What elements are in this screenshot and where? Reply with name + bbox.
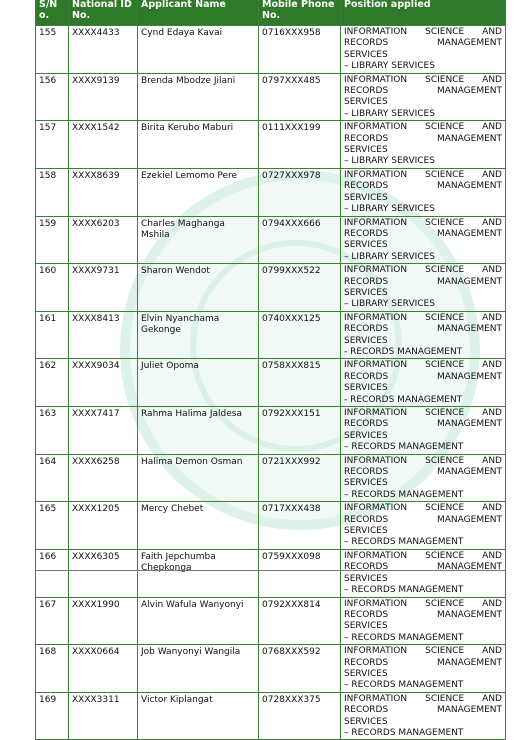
position-word: INFORMATION <box>344 122 408 133</box>
position-word: INFORMATION <box>344 27 408 37</box>
cell-sn: 161 <box>36 311 69 359</box>
position-word: INFORMATION <box>344 217 408 228</box>
position-word: AND <box>482 360 502 371</box>
table-row <box>36 359 506 407</box>
position-word: INFORMATION <box>344 503 408 514</box>
position-line-2: RECORDS MANAGEMENT SERVICES <box>344 276 502 298</box>
table-row <box>36 168 506 216</box>
position-word: INFORMATION <box>344 169 408 180</box>
position-line-2: RECORDS MANAGEMENT SERVICES <box>344 419 502 441</box>
position-line-3: – LIBRARY SERVICES <box>344 299 435 310</box>
cell-national-id: XXXX7417 <box>69 407 138 455</box>
position-line-2: RECORDS MANAGEMENT SERVICES <box>344 38 502 60</box>
position-line-1 <box>344 599 502 610</box>
position-line-1 <box>344 27 502 38</box>
table-row <box>36 692 506 740</box>
position-word: INFORMATION <box>344 312 408 323</box>
position-line-3: – RECORDS MANAGEMENT <box>344 632 464 643</box>
position-line-3: – LIBRARY SERVICES <box>344 251 435 262</box>
position-word: AND <box>482 455 502 466</box>
position-line-3: – RECORDS MANAGEMENT <box>344 680 464 691</box>
cell-national-id: XXXX8413 <box>69 311 138 359</box>
position-line-3: – RECORDS MANAGEMENT <box>344 585 464 596</box>
table-row <box>36 645 506 693</box>
header-sn: S/N o. <box>36 0 69 26</box>
position-word: AND <box>482 217 502 228</box>
position-word: SCIENCE <box>425 360 465 371</box>
position-word: SCIENCE <box>425 503 465 514</box>
cell-mobile-phone: 0721XXX992 <box>259 454 341 502</box>
position-line-2: RECORDS MANAGEMENT SERVICES <box>344 86 502 108</box>
position-line-1 <box>344 456 502 467</box>
cell-applicant-name: Juliet Opoma <box>138 359 259 407</box>
cell-position-applied <box>341 73 506 121</box>
cell-mobile-phone: 0768XXX592 <box>259 645 341 693</box>
position-word: AND <box>482 503 502 514</box>
cell-sn: 162 <box>36 359 69 407</box>
position-line-2: RECORDS MANAGEMENT SERVICES <box>344 324 502 346</box>
position-word: INFORMATION <box>344 598 408 609</box>
cell-position-applied <box>341 168 506 216</box>
position-word: AND <box>482 169 502 180</box>
cell-sn: 165 <box>36 502 69 550</box>
cell-mobile-phone: 0759XXX098 <box>259 549 341 597</box>
table-row <box>36 502 506 550</box>
cell-position-applied <box>341 407 506 455</box>
position-word: SCIENCE <box>425 169 465 180</box>
position-line-2: RECORDS MANAGEMENT SERVICES <box>344 562 502 584</box>
cell-applicant-name: Cynd Edaya Kavai <box>138 26 259 74</box>
cell-position-applied <box>341 692 506 740</box>
cell-position-applied <box>341 645 506 693</box>
position-line-1 <box>344 218 502 229</box>
header-mobile-phone: Mobile Phone No. <box>259 0 341 26</box>
cell-sn: 168 <box>36 645 69 693</box>
position-line-2: RECORDS MANAGEMENT SERVICES <box>344 514 502 537</box>
cell-position-applied <box>341 216 506 264</box>
position-word: AND <box>482 27 502 37</box>
position-word: SCIENCE <box>425 312 465 323</box>
cell-mobile-phone: 0792XXX814 <box>259 597 341 645</box>
position-word: AND <box>482 408 502 418</box>
position-line-2: RECORDS MANAGEMENT SERVICES <box>344 467 502 489</box>
position-line-2: RECORDS MANAGEMENT SERVICES <box>344 371 502 394</box>
cell-sn: 167 <box>36 597 69 645</box>
position-word: SCIENCE <box>425 408 465 418</box>
position-line-1 <box>344 360 502 371</box>
cell-applicant-name: Charles Maghanga Mshila <box>138 216 259 264</box>
position-line-3: – RECORDS MANAGEMENT <box>344 442 464 453</box>
cell-national-id: XXXX9034 <box>69 359 138 407</box>
position-line-1 <box>344 551 502 562</box>
cell-mobile-phone: 0758XXX815 <box>259 359 341 407</box>
position-line-1 <box>344 265 502 276</box>
position-word: SCIENCE <box>425 455 465 466</box>
position-line-3: - RECORDS MANAGEMENT <box>344 346 463 357</box>
position-word: INFORMATION <box>344 360 408 371</box>
cell-applicant-name: Rahma Halima Jaldesa <box>138 407 259 455</box>
position-line-2: RECORDS MANAGEMENT SERVICES <box>344 133 502 156</box>
position-line-3: – LIBRARY SERVICES <box>344 61 435 72</box>
position-word: INFORMATION <box>344 646 408 657</box>
position-word: AND <box>482 693 502 704</box>
cell-sn: 160 <box>36 264 69 312</box>
position-word: INFORMATION <box>344 265 408 276</box>
cell-mobile-phone: 0717XXX438 <box>259 502 341 550</box>
table-row <box>36 264 506 312</box>
position-line-1 <box>344 694 502 705</box>
cell-national-id: XXXX9139 <box>69 73 138 121</box>
cell-sn: 156 <box>36 73 69 121</box>
cell-mobile-phone: 0740XXX125 <box>259 311 341 359</box>
position-word: SCIENCE <box>425 693 465 704</box>
position-word: AND <box>482 74 502 85</box>
cell-sn: 164 <box>36 454 69 502</box>
cell-position-applied <box>341 311 506 359</box>
position-word: AND <box>482 646 502 657</box>
position-word: SCIENCE <box>425 74 465 85</box>
cell-mobile-phone: 0797XXX485 <box>259 73 341 121</box>
cell-applicant-name: Elvin Nyanchama Gekonge <box>138 311 259 359</box>
header-applicant-name: Applicant Name <box>138 0 259 26</box>
cell-mobile-phone: 0727XXX978 <box>259 168 341 216</box>
header-national-id: National ID No. <box>69 0 138 26</box>
table-row <box>36 311 506 359</box>
position-word: INFORMATION <box>344 408 408 418</box>
position-word: AND <box>482 312 502 323</box>
cell-position-applied <box>341 264 506 312</box>
table-row <box>36 121 506 169</box>
position-line-1 <box>344 75 502 86</box>
position-line-3: - RECORDS MANAGEMENT <box>344 394 463 405</box>
cell-applicant-name: Victor Kiplangat <box>138 692 259 740</box>
position-word: SCIENCE <box>425 646 465 657</box>
cell-applicant-name: Birita Kerubo Maburi <box>138 121 259 169</box>
cell-sn: 169 <box>36 692 69 740</box>
position-word: AND <box>482 265 502 276</box>
table-row <box>36 549 506 597</box>
position-line-2: RECORDS MANAGEMENT SERVICES <box>344 657 502 679</box>
table-row <box>36 597 506 645</box>
table-row <box>36 407 506 455</box>
position-word: SCIENCE <box>425 27 465 37</box>
cell-applicant-name: Faith Jepchumba Chepkonga <box>138 549 259 597</box>
position-line-3: – LIBRARY SERVICES <box>344 204 435 215</box>
cell-national-id: XXXX0664 <box>69 645 138 693</box>
applicants-table <box>35 0 506 740</box>
cell-applicant-name: Ezekiel Lemomo Pere <box>138 168 259 216</box>
position-line-3: – LIBRARY SERVICES <box>344 108 435 119</box>
position-line-2: RECORDS MANAGEMENT SERVICES <box>344 181 502 203</box>
cell-national-id: XXXX9731 <box>69 264 138 312</box>
position-line-1 <box>344 646 502 657</box>
table-row <box>36 73 506 121</box>
position-line-1 <box>344 313 502 324</box>
cell-national-id: XXXX3311 <box>69 692 138 740</box>
cell-sn: 158 <box>36 168 69 216</box>
cell-national-id: XXXX1205 <box>69 502 138 550</box>
position-word: AND <box>482 598 502 609</box>
position-line-2: RECORDS MANAGEMENT SERVICES <box>344 705 502 727</box>
cell-mobile-phone: 0728XXX375 <box>259 692 341 740</box>
cell-applicant-name: Job Wanyonyi Wangila <box>138 645 259 693</box>
table-body <box>36 26 506 740</box>
position-word: SCIENCE <box>425 265 465 276</box>
table-row <box>36 454 506 502</box>
cell-sn: 157 <box>36 121 69 169</box>
position-word: INFORMATION <box>344 693 408 704</box>
page-bottom-rule <box>35 570 505 571</box>
position-line-2: RECORDS MANAGEMENT SERVICES <box>344 609 502 632</box>
cell-applicant-name: Alvin Wafula Wanyonyi <box>138 597 259 645</box>
cell-sn: 155 <box>36 26 69 74</box>
cell-mobile-phone: 0111XXX199 <box>259 121 341 169</box>
cell-applicant-name: Sharon Wendot <box>138 264 259 312</box>
position-word: AND <box>482 122 502 133</box>
position-word: SCIENCE <box>425 217 465 228</box>
position-line-1 <box>344 122 502 133</box>
position-line-2: RECORDS MANAGEMENT SERVICES <box>344 228 502 251</box>
position-word: AND <box>482 550 502 561</box>
cell-sn: 166 <box>36 549 69 597</box>
position-line-3: – RECORDS MANAGEMENT <box>344 489 464 500</box>
position-word: INFORMATION <box>344 455 408 466</box>
position-word: INFORMATION <box>344 550 408 561</box>
cell-mobile-phone: 0799XXX522 <box>259 264 341 312</box>
position-line-3: – RECORDS MANAGEMENT <box>344 727 464 738</box>
cell-national-id: XXXX6203 <box>69 216 138 264</box>
cell-mobile-phone: 0716XXX958 <box>259 26 341 74</box>
cell-position-applied <box>341 359 506 407</box>
cell-national-id: XXXX6305 <box>69 549 138 597</box>
cell-applicant-name: Brenda Mbodze Jilani <box>138 73 259 121</box>
cell-position-applied <box>341 549 506 597</box>
table-row <box>36 216 506 264</box>
cell-position-applied <box>341 26 506 74</box>
cell-national-id: XXXX6258 <box>69 454 138 502</box>
cell-national-id: XXXX4433 <box>69 26 138 74</box>
cell-national-id: XXXX1542 <box>69 121 138 169</box>
cell-sn: 159 <box>36 216 69 264</box>
position-word: SCIENCE <box>425 550 465 561</box>
header-position-applied: Position applied <box>341 0 506 26</box>
cell-applicant-name: Mercy Chebet <box>138 502 259 550</box>
cell-position-applied <box>341 121 506 169</box>
cell-applicant-name: Halima Demon Osman <box>138 454 259 502</box>
cell-position-applied <box>341 454 506 502</box>
position-line-1 <box>344 170 502 181</box>
position-word: SCIENCE <box>425 122 465 133</box>
position-line-3: – RECORDS MANAGEMENT <box>344 537 464 548</box>
position-word: SCIENCE <box>425 598 465 609</box>
table-header-row <box>36 0 506 26</box>
cell-position-applied <box>341 502 506 550</box>
cell-national-id: XXXX1990 <box>69 597 138 645</box>
cell-mobile-phone: 0794XXX666 <box>259 216 341 264</box>
position-line-1 <box>344 408 502 419</box>
position-line-1 <box>344 503 502 514</box>
cell-mobile-phone: 0792XXX151 <box>259 407 341 455</box>
cell-national-id: XXXX8639 <box>69 168 138 216</box>
position-word: INFORMATION <box>344 74 408 85</box>
cell-position-applied <box>341 597 506 645</box>
position-line-3: – LIBRARY SERVICES <box>344 156 435 167</box>
cell-sn: 163 <box>36 407 69 455</box>
table-row <box>36 26 506 74</box>
